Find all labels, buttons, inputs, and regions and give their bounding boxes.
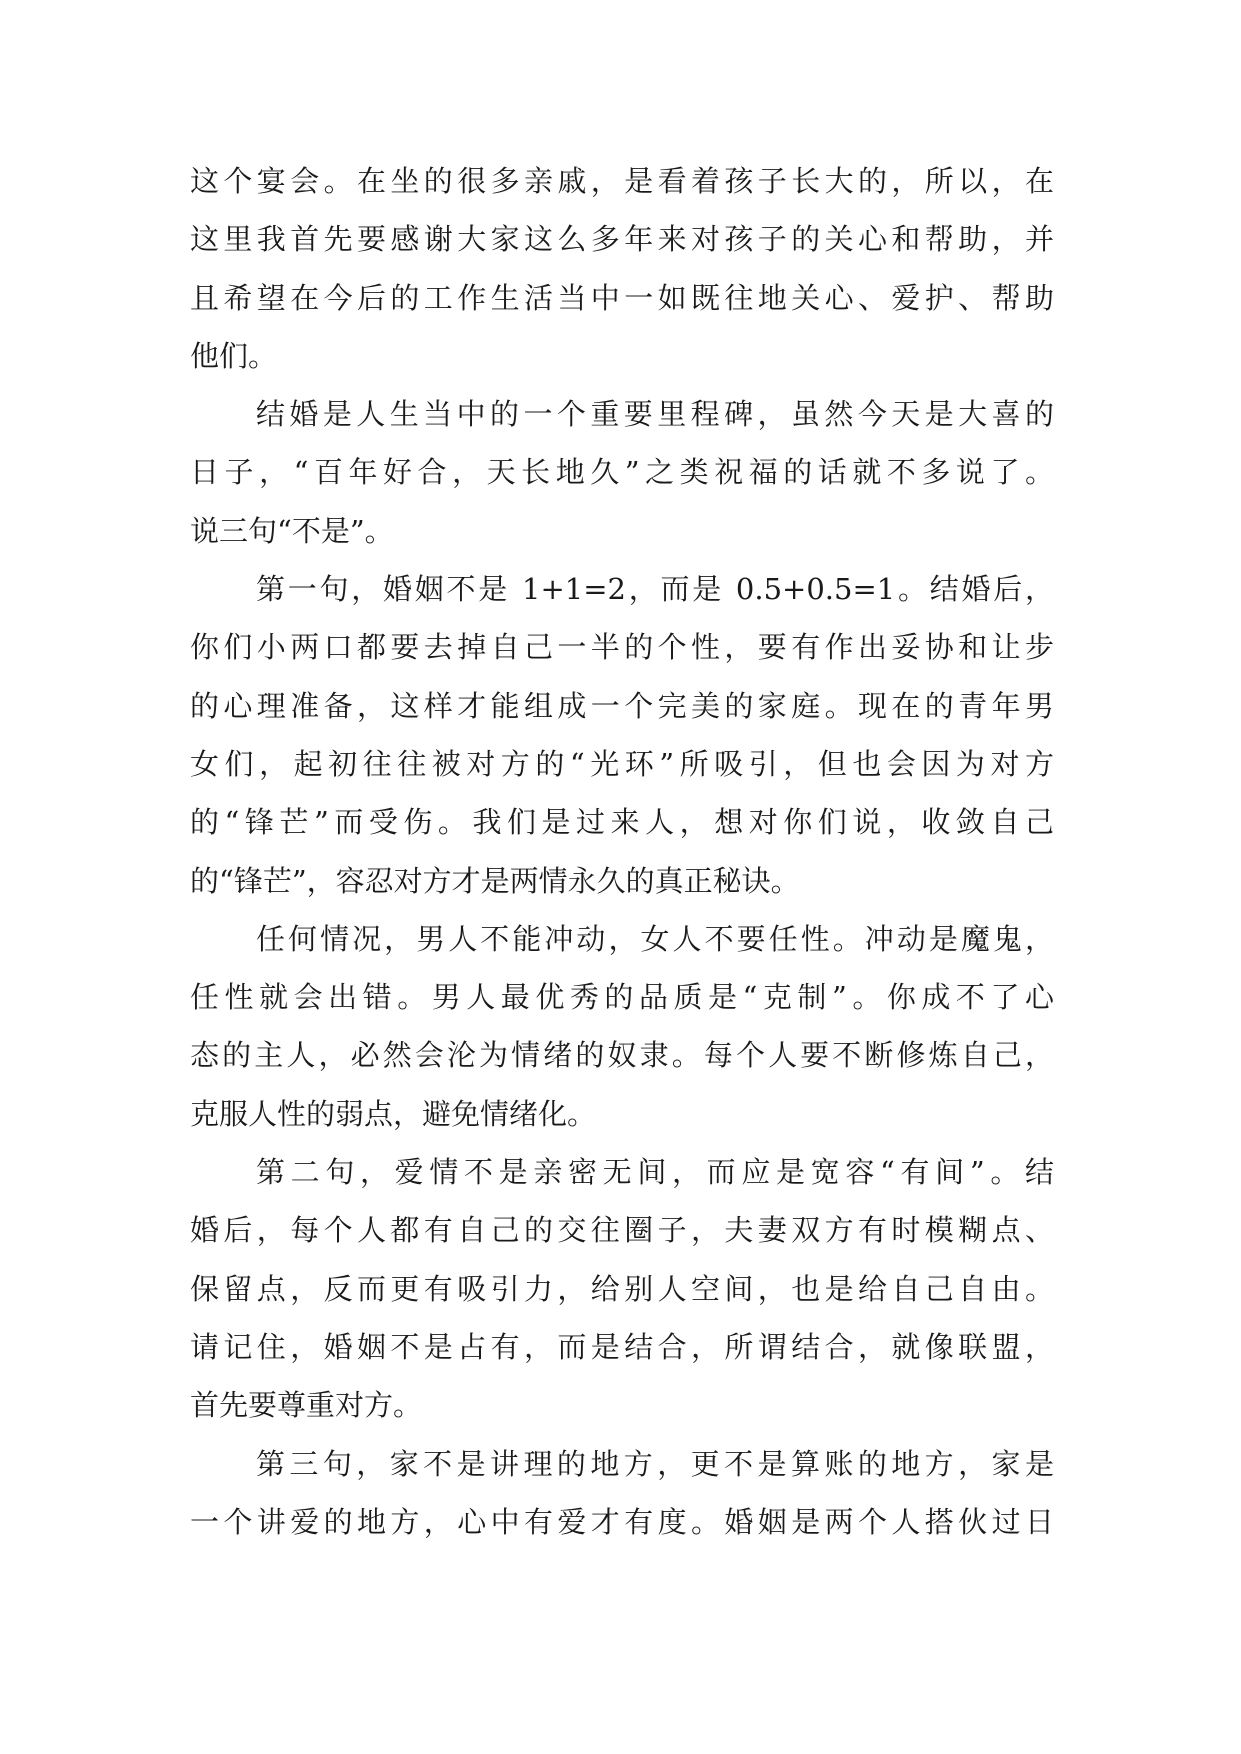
text-line: 这个宴会。在坐的很多亲戚，是看着孩子长大的，所以，在 [190, 164, 1054, 198]
text-line: 你们小两口都要去掉自己一半的个性，要有作出妥协和让步 [190, 630, 1054, 665]
text-line: 婚后，每个人都有自己的交往圈子，夫妻双方有时模糊点、 [190, 1213, 1054, 1248]
text-line: 态的主人，必然会沦为情绪的奴隶。每个人要不断修炼自己， [190, 1038, 1054, 1073]
text-line: 日子，“百年好合，天长地久”之类祝福的话就不多说了。 [190, 455, 1054, 490]
paragraph-first-line: 任何情况，男人不能冲动，女人不要任性。冲动是魔鬼， [256, 921, 1054, 956]
paragraph-first-line: 第三句，家不是讲理的地方，更不是算账的地方，家是 [256, 1446, 1054, 1481]
text-line: 任性就会出错。男人最优秀的品质是“克制”。你成不了心 [190, 980, 1054, 1015]
text-line: 他们。 [190, 338, 278, 373]
paragraph-first-line: 第一句，婚姻不是 1+1=2，而是 0.5+0.5=1。结婚后， [256, 572, 1054, 607]
document-body [190, 152, 1054, 1551]
text-line: 说三句“不是”。 [190, 513, 394, 548]
text-line: 这里我首先要感谢大家这么多年来对孩子的关心和帮助，并 [190, 222, 1054, 257]
text-line: 的“锋芒”而受伤。我们是过来人，想对你们说，收敛自己 [190, 805, 1054, 840]
text-line: 女们，起初往往被对方的“光环”所吸引，但也会因为对方 [190, 746, 1054, 781]
paragraph-first-line: 第二句，爱情不是亲密无间，而应是宽容“有间”。结 [256, 1155, 1054, 1190]
text-line: 的心理准备，这样才能组成一个完美的家庭。现在的青年男 [190, 688, 1054, 723]
paragraph-first-line: 结婚是人生当中的一个重要里程碑，虽然今天是大喜的 [256, 397, 1054, 432]
text-line: 首先要尊重对方。 [190, 1388, 423, 1423]
text-line: 一个讲爱的地方，心中有爱才有度。婚姻是两个人搭伙过日 [190, 1504, 1054, 1539]
text-line: 且希望在今后的工作生活当中一如既往地关心、爱护、帮助 [190, 280, 1054, 315]
text-line: 的“锋芒”，容忍对方才是两情永久的真正秘诀。 [190, 863, 800, 898]
text-line: 请记住，婚姻不是占有，而是结合，所谓结合，就像联盟， [190, 1329, 1054, 1364]
text-line: 保留点，反而更有吸引力，给别人空间，也是给自己自由。 [190, 1271, 1054, 1306]
text-line: 克服人性的弱点，避免情绪化。 [190, 1096, 597, 1131]
